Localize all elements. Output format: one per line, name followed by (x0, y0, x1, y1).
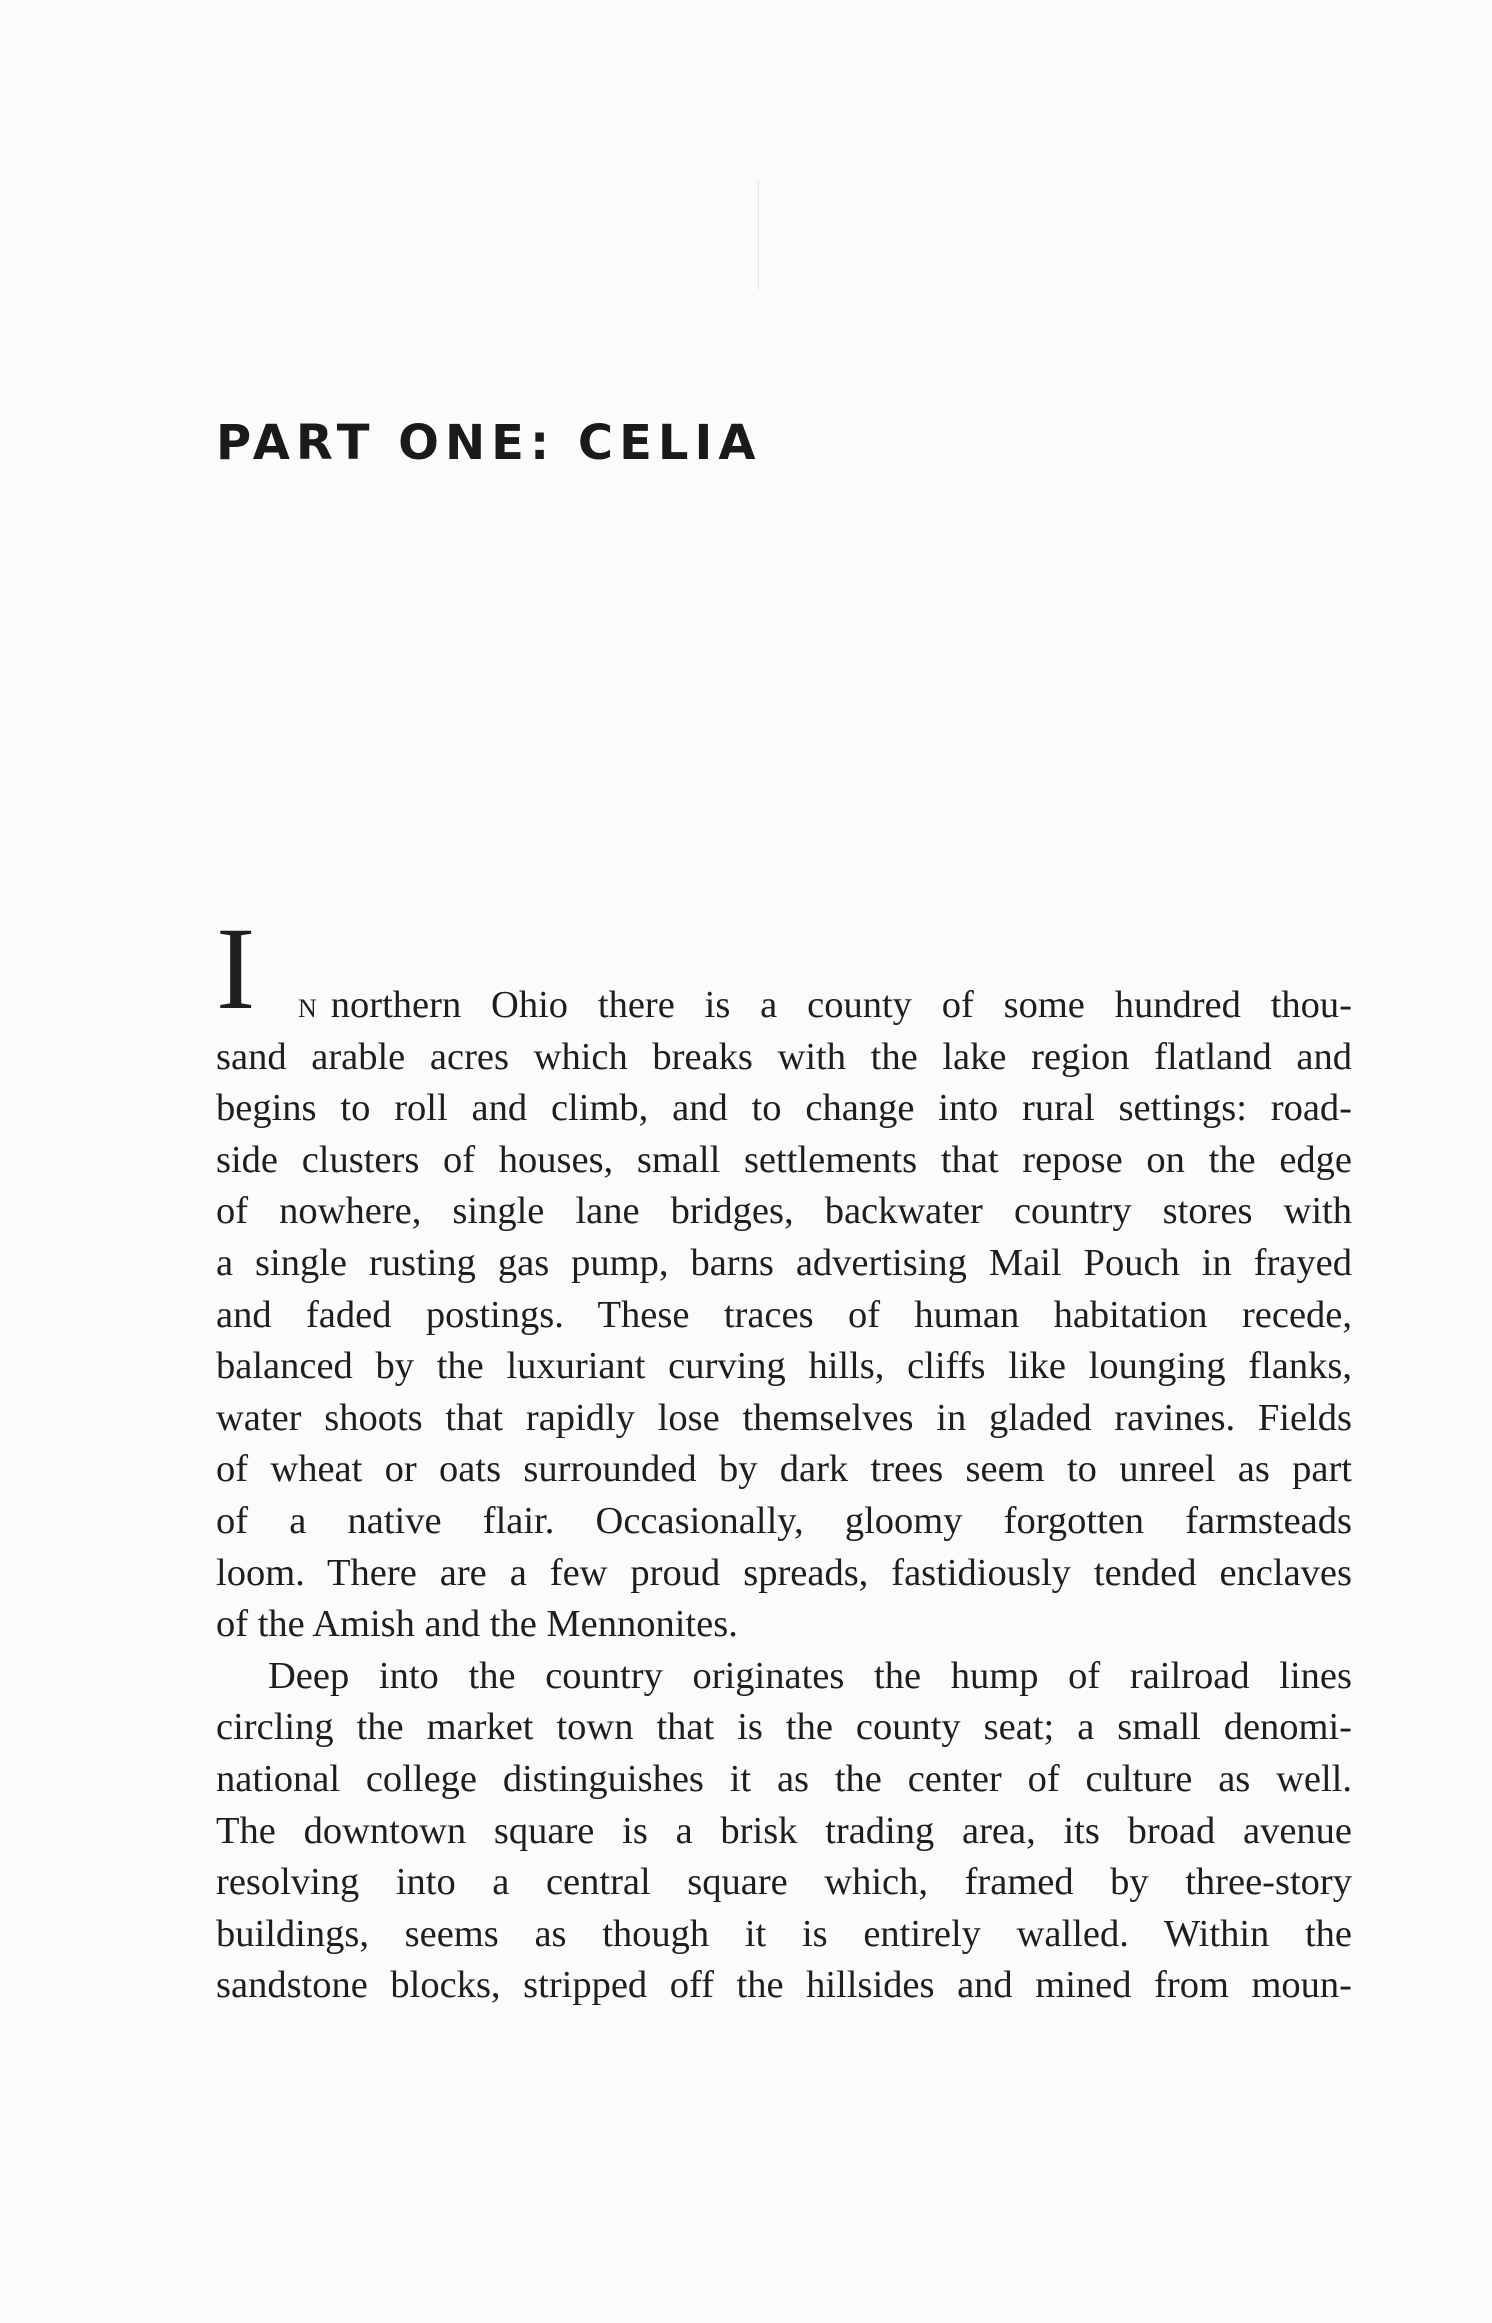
line-text: northern Ohio there is a county of some hundred thou- (330, 984, 1352, 1026)
paragraph-1-line-7: and faded postings. These traces of human habitation recede, (216, 1293, 1352, 1336)
paragraph-2-line-2: circling the market town that is the county seat; a small denomi- (216, 1706, 1352, 1749)
scan-mark (758, 180, 759, 290)
paragraph-1-line-9: water shoots that rapidly lose themselves in gladed ravines. Fields (216, 1396, 1352, 1439)
paragraph-1-line-5: of nowhere, single lane bridges, backwater country stores with (216, 1190, 1352, 1233)
paragraph-1-line-11: of a native flair. Occasionally, gloomy forgotten farmsteads (216, 1499, 1352, 1542)
paragraph-1-line-6: a single rusting gas pump, barns advertising Mail Pouch in frayed (216, 1241, 1352, 1284)
drop-cap: I (216, 902, 256, 1034)
paragraph-1-line-1 (216, 902, 1352, 1034)
paragraph-2-line-7: sandstone blocks, stripped off the hillsides and mined from moun- (216, 1964, 1352, 2007)
paragraph-1-line-2: sand arable acres which breaks with the lake region flatland and (216, 1035, 1352, 1078)
paragraph-1-line-10: of wheat or oats surrounded by dark trees seem to unreel as part (216, 1448, 1352, 1491)
paragraph-2-line-3: national college distinguishes it as the center of culture as well. (216, 1757, 1352, 1800)
paragraph-2-line-4: The downtown square is a brisk trading area, its broad avenue (216, 1809, 1352, 1852)
paragraph-1-line-4: side clusters of houses, small settlements that repose on the edge (216, 1138, 1352, 1181)
small-cap-letter: N (298, 994, 319, 1023)
paragraph-1-line-8: balanced by the luxuriant curving hills, cliffs like lounging flanks, (216, 1345, 1352, 1388)
paragraph-2-line-5: resolving into a central square which, framed by three-story (216, 1861, 1352, 1904)
part-heading: PART ONE: CELIA (216, 415, 762, 471)
body-text (216, 902, 1352, 2012)
paragraph-1-line-3: begins to roll and climb, and to change into rural settings: road- (216, 1087, 1352, 1130)
paragraph-2-line-6: buildings, seems as though it is entirely walled. Within the (216, 1912, 1352, 1955)
paragraph-2-line-1: Deep into the country originates the hump of railroad lines (268, 1654, 1352, 1697)
paragraph-1-line-13: of the Amish and the Mennonites. (216, 1603, 738, 1646)
paragraph-1-line-12: loom. There are a few proud spreads, fastidiously tended enclaves (216, 1551, 1352, 1594)
